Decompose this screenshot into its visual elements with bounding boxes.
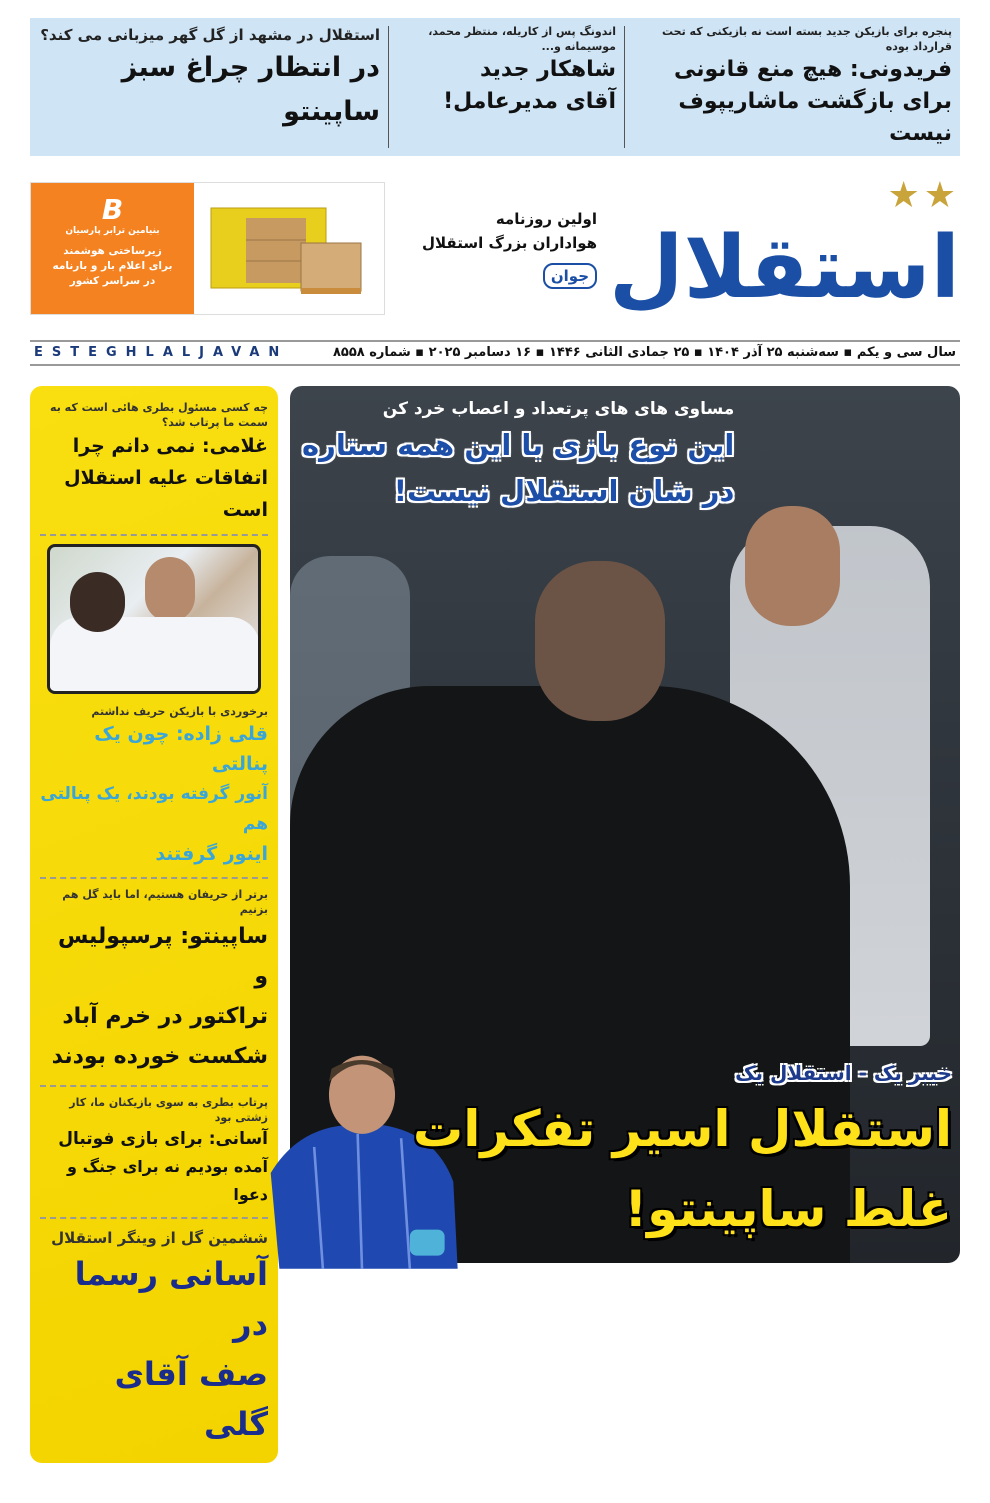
headline-line: در انتظار چراغ سبز ساپینتو: [121, 52, 380, 127]
top-headline-strip: [30, 18, 960, 156]
side-story-gholizadeh[interactable]: برخوردی با بازیکن حریف نداشتم قلی زاده: چون یک پنالتی آنور گرفته بودند، یک پنالتی هم اینور گرفتند: [40, 705, 268, 865]
ad-brand: بنیامین ترابر پارسیان: [65, 225, 160, 236]
player-head: [745, 506, 840, 626]
top-story-sapinto[interactable]: [30, 22, 388, 152]
main-bottom-text: [413, 1057, 952, 1249]
ad-logo-icon: B: [101, 192, 124, 226]
main-kicker-top: مساوی های های پرتعداد و اعصاب خرد کن: [382, 399, 735, 419]
headline-line: آقای مدیرعامل!: [443, 89, 616, 114]
divider: [40, 534, 268, 536]
star-icon: ★★: [887, 175, 960, 216]
english-title: ESTEGHLALJAVAN: [34, 345, 289, 360]
shipping-container-image: [206, 198, 366, 298]
coach-head: [535, 561, 665, 721]
divider: [624, 26, 625, 148]
main-top-text: [302, 396, 734, 514]
date-bar: [30, 340, 960, 366]
side-story-asani[interactable]: پرتاب بطری به سوی بازیکنان ما، کار زشتی بود آسانی: برای بازی فوتبال آمده بودیم نه برای جنگ و دعوا: [58, 1096, 268, 1204]
advertisement[interactable]: [30, 182, 385, 315]
top-story-fereydouni[interactable]: [625, 22, 960, 152]
headline-line: برای بازگشت ماشاریپوف نیست: [678, 89, 952, 146]
masthead-title: استقلال: [609, 218, 960, 318]
divider: [40, 877, 268, 879]
divider: [40, 1085, 268, 1087]
content-row: [30, 386, 960, 1463]
top-story-ceo[interactable]: [389, 22, 624, 152]
ad-slogan: زیرساختی هوشمند برای اعلام بار و بارنامه در سراسر کشور: [52, 244, 173, 287]
headline-line: فریدونی: هیچ منع قانونی: [674, 57, 952, 82]
main-kicker-bottom: خیبر یک - استقلال یک: [735, 1061, 952, 1085]
divider: [40, 1217, 268, 1219]
masthead-javan: جوان: [543, 263, 597, 289]
ad-text-panel: [31, 183, 194, 314]
kicker: استقلال در مشهد از گل گهر میزبانی می کند؟: [40, 26, 380, 44]
masthead-logo[interactable]: [422, 168, 960, 328]
side-photo-players-hug: [47, 544, 261, 694]
side-story-sapinto[interactable]: برتر از حریفان هستیم، اما باید گل هم بزنیم ساپینتو: پرسپولیس و تراکتور در خرم آباد شکست خورده بودند: [51, 888, 268, 1069]
side-story-asani-goal[interactable]: ششمین گل از وینگر استقلال آسانی رسما در صف آقای گلی: [51, 1229, 268, 1443]
main-headline-bottom: استقلال اسیر تفکرات غلط ساپینتو!: [412, 1100, 952, 1238]
side-story-gholami[interactable]: چه کسی مسئول بطری هائی است که به سمت ما پرتاب شد؟ غلامی: نمی دانم چرا اتفاقات علیه استقلال است: [50, 401, 268, 521]
headline-line: شاهکار جدید: [479, 57, 616, 82]
main-headline-top: این نوع بازی با این همه ستاره در شان استقلال نیست!: [302, 428, 735, 508]
kicker: اندونگ پس از کاریله، منتظر محمد، موسیمانه و...: [428, 25, 616, 53]
issue-date: سال سی و یکم ▪ سه‌شنبه ۲۵ آذر ۱۴۰۴ ▪ ۲۵ جمادی الثانی ۱۴۴۶ ▪ ۱۶ دسامبر ۲۰۲۵ ▪ شماره ۸۵۵۸: [332, 345, 956, 360]
divider: [388, 26, 389, 148]
masthead-row: [30, 168, 960, 328]
sidebar-news: [30, 386, 278, 1463]
masthead-tagline: اولین روزنامه هواداران بزرگ استقلال: [422, 210, 598, 252]
kicker: پنجره برای بازیکن جدید بسته است نه بازیکنی که تحت قرارداد بوده: [662, 25, 952, 53]
